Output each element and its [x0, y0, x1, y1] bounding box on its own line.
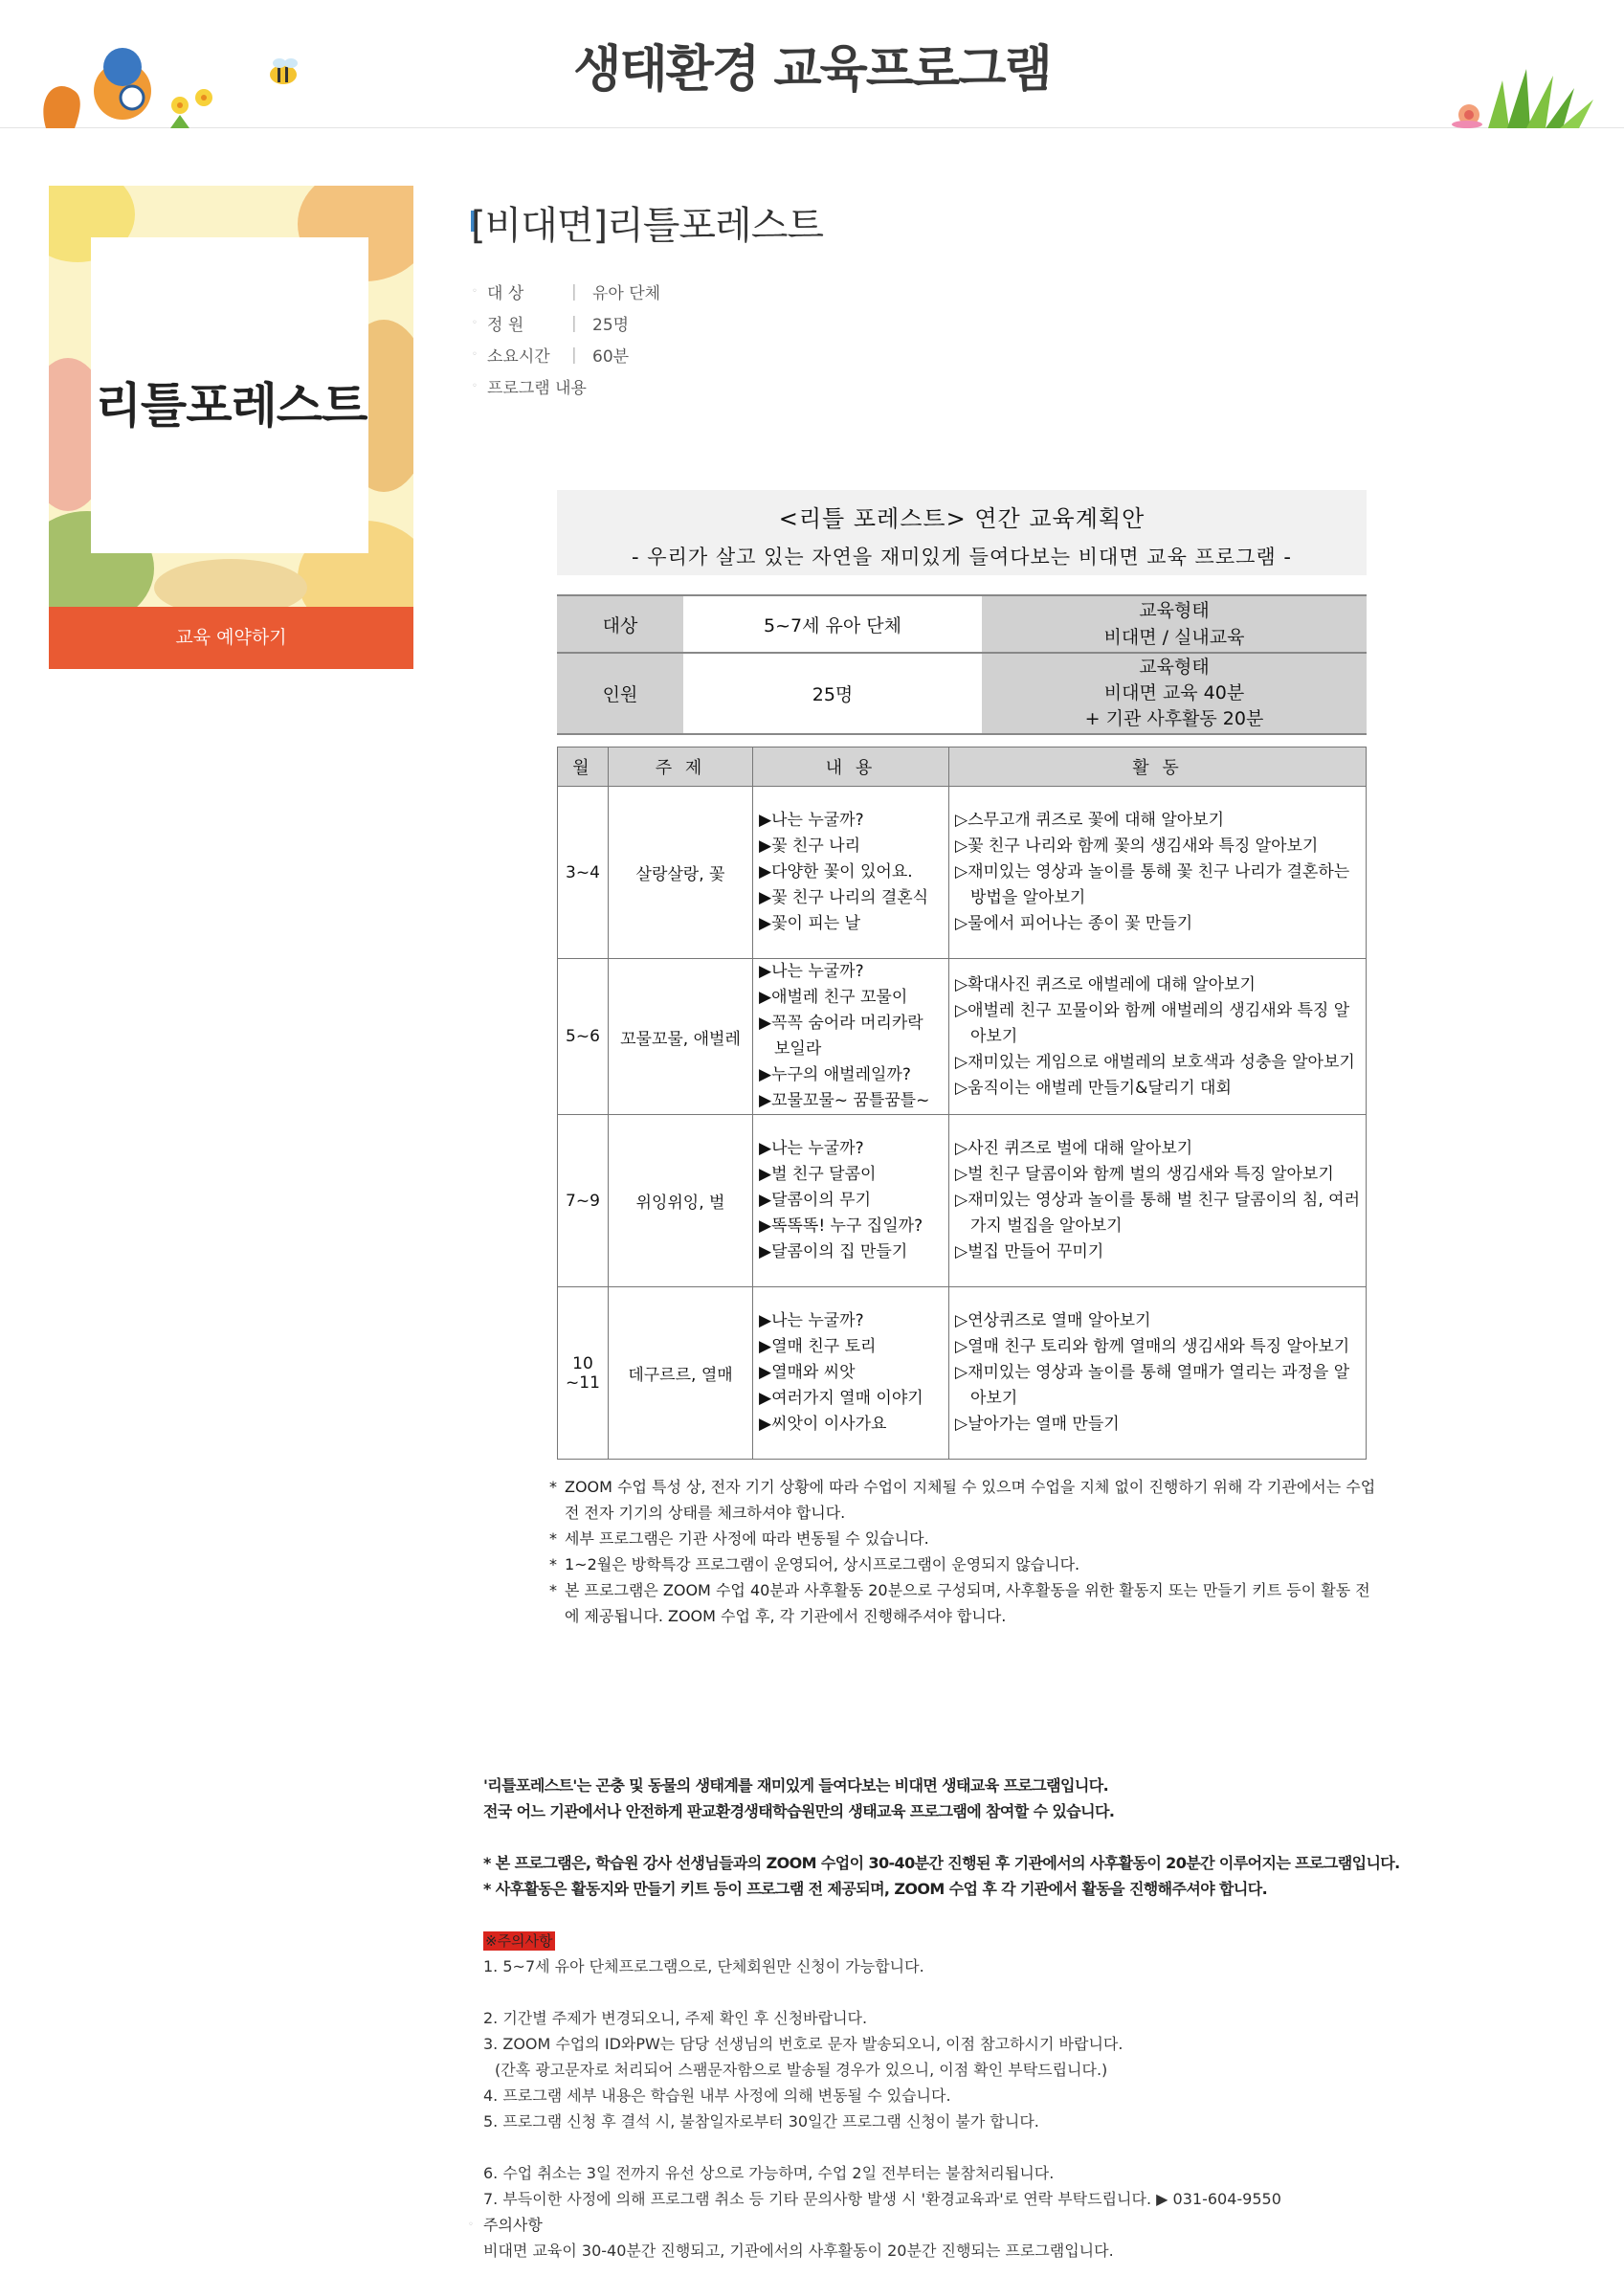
thumbnail-title: 리틀포레스트	[95, 378, 367, 434]
plan-notes	[549, 1474, 1378, 1629]
summary-row	[557, 595, 1367, 653]
theme-cell: 꼬물꼬물, 애벌레	[609, 959, 753, 1115]
description-intro: 전국 어느 기관에서나 안전하게 판교환경생태학습원만의 생태교육 프로그램에 참여할 수 있습니다.	[483, 1802, 1115, 1820]
summary-row	[557, 653, 1367, 734]
page-title: 생태환경 교육프로그램	[573, 41, 1051, 99]
description-intro: '리틀포레스트'는 곤충 및 동물의 생태계를 재미있게 들여다보는 비대면 생태교육 프로그램입니다.	[483, 1776, 1109, 1795]
column-header: 활 동	[949, 748, 1367, 787]
info-row-capacity: ◦ 정 원 | 25명	[472, 313, 630, 335]
plan-title: <리틀 포레스트> 연간 교육계획안	[778, 505, 1146, 532]
caution-item: 3. ZOOM 수업의 ID와PW는 담당 선생님의 번호로 문자 발송되오니, 이점 참고하시기 바랍니다.	[483, 2035, 1123, 2053]
grass-snail-illustration	[1450, 61, 1608, 128]
info-row-duration: ◦ 소요시간 | 60분	[472, 345, 630, 367]
bullet-dot-icon: ◦	[472, 318, 478, 328]
plan-subtitle: - 우리가 살고 있는 자연을 재미있게 들여다보는 비대면 교육 프로그램 -	[632, 546, 1292, 569]
caution-item: 2. 기간별 주제가 변경되오니, 주제 확인 후 신청바랍니다.	[483, 2009, 868, 2027]
note-item: * ZOOM 수업 특성 상, 전자 기기 상황에 따라 수업이 지체될 수 있으며 수업을 지체 없이 진행하기 위해 각 기관에서는 수업 전 전자 기기의 상태를 체크하셔야 합니다.	[549, 1478, 1376, 1522]
description-note: * 사후활동은 활동지와 만들기 키트 등이 프로그램 전 제공되며, ZOOM 수업 후 각 기관에서 활동을 진행해주셔야 합니다.	[483, 1880, 1268, 1898]
activity-cell: ▷확대사진 퀴즈로 애벌레에 대해 알아보기 ▷애벌레 친구 꼬물이와 함께 애벌레의 생김새와 특징 알 아보기 ▷재미있는 게임으로 애벌레의 보호색과 성충을 알아보기 ▷움직이는 애벌레 만들기&달리기 대회	[949, 959, 1367, 1115]
note-item: * 세부 프로그램은 기관 사정에 따라 변동될 수 있습니다.	[549, 1529, 929, 1548]
summary-form-cell: 교육형태 비대면 / 실내교육	[982, 595, 1367, 653]
content-cell: ▶나는 누굴까? ▶애벌레 친구 꼬물이 ▶꼭꼭 숨어라 머리카락 보일라 ▶누구의 애벌레일까? ▶꼬물꼬물~ 꿈틀꿈틀~	[753, 959, 949, 1115]
bullet-dot-icon: ◦	[472, 381, 478, 391]
program-info-list	[472, 276, 660, 402]
theme-cell: 위잉위잉, 벌	[609, 1115, 753, 1287]
content-cell: ▶나는 누굴까? ▶벌 친구 달콤이 ▶달콤이의 무기 ▶똑똑똑! 누구 집일까? ▶달콤이의 집 만들기	[753, 1115, 949, 1287]
table-row	[558, 1287, 1367, 1460]
month-cell: 5~6	[558, 959, 609, 1115]
caution-item: 6. 수업 취소는 3일 전까지 유선 상으로 가능하며, 수업 2일 전부터는 불참처리됩니다.	[483, 2164, 1055, 2182]
footer-text: 비대면 교육이 30-40분간 진행되고, 기관에서의 사후활동이 20분간 진행되는 프로그램입니다.	[483, 2242, 1114, 2260]
theme-cell: 데구르르, 열매	[609, 1287, 753, 1460]
description-note: * 본 프로그램은, 학습원 강사 선생님들과의 ZOOM 수업이 30-40분간 진행된 후 기관에서의 사후활동이 20분간 이루어지는 프로그램입니다.	[483, 1854, 1400, 1872]
plan-summary-table	[557, 594, 1367, 735]
note-item: * 본 프로그램은 ZOOM 수업 40분과 사후활동 20분으로 구성되며, 사후활동을 위한 활동지 또는 만들기 키트 등이 활동 전에 제공됩니다. ZOOM 수업 후, 각 기관에서 진행해주셔야 합니다.	[549, 1581, 1370, 1625]
schedule-table	[557, 747, 1367, 1460]
activity-cell: ▷사진 퀴즈로 벌에 대해 알아보기 ▷벌 친구 달콤이와 함께 벌의 생김새와 특징 알아보기 ▷재미있는 영상과 놀이를 통해 벌 친구 달콤이의 침, 여러 가지 벌집을 알아보기 ▷벌집 만들어 꾸미기	[949, 1115, 1367, 1287]
program-title: [비대면]리틀포레스트	[471, 204, 823, 248]
bullet-dot-icon: ◦	[472, 286, 478, 297]
content-cell: ▶나는 누굴까? ▶열매 친구 토리 ▶열매와 씨앗 ▶여러가지 열매 이야기 ▶씨앗이 이사가요	[753, 1287, 949, 1460]
summary-label: 대상	[557, 595, 683, 653]
reserve-button[interactable]: 교육 예약하기	[49, 607, 413, 669]
theme-cell: 살랑살랑, 꽃	[609, 787, 753, 959]
column-header: 내 용	[753, 748, 949, 787]
bullet-dot-icon: ◦	[472, 349, 478, 360]
table-row	[558, 1115, 1367, 1287]
summary-form-cell: 교육형태 비대면 교육 40분 + 기관 사후활동 20분	[982, 653, 1367, 734]
program-thumbnail	[49, 186, 413, 607]
caution-tag: ※주의사항	[485, 1932, 553, 1950]
program-description	[468, 1773, 1555, 2264]
caution-item: (간혹 광고문자로 처리되어 스팸문자함으로 발송될 경우가 있으니, 이점 확인 부탁드립니다.)	[495, 2061, 1108, 2079]
page-header	[0, 0, 1624, 128]
note-item: * 1~2월은 방학특강 프로그램이 운영되어, 상시프로그램이 운영되지 않습니다.	[549, 1555, 1080, 1573]
column-header: 월	[558, 748, 609, 787]
info-row-target: ◦ 대 상 | 유아 단체	[472, 281, 661, 303]
caution-item: 5. 프로그램 신청 후 결석 시, 불참일자로부터 30일간 프로그램 신청이 불가 합니다.	[483, 2112, 1039, 2131]
activity-cell: ▷스무고개 퀴즈로 꽃에 대해 알아보기 ▷꽃 친구 나리와 함께 꽃의 생김새와 특징 알아보기 ▷재미있는 영상과 놀이를 통해 꽃 친구 나리가 결혼하는 방법을 알아보기 ▷물에서 피어나는 종이 꽃 만들기	[949, 787, 1367, 959]
activity-cell: ▷연상퀴즈로 열매 알아보기 ▷열매 친구 토리와 함께 열매의 생김새와 특징 알아보기 ▷재미있는 영상과 놀이를 통해 열매가 열리는 과정을 알 아보기 ▷날아가는 열매 만들기	[949, 1287, 1367, 1460]
info-row-content: ◦ 프로그램 내용	[472, 379, 587, 398]
caution-item: 1. 5~7세 유아 단체프로그램으로, 단체회원만 신청이 가능합니다.	[483, 1957, 924, 1975]
summary-value: 25명	[683, 653, 982, 734]
month-cell: 7~9	[558, 1115, 609, 1287]
annual-plan-card	[557, 490, 1367, 575]
table-row	[558, 959, 1367, 1115]
summary-label: 인원	[557, 653, 683, 734]
month-cell: 3~4	[558, 787, 609, 959]
column-header: 주 제	[609, 748, 753, 787]
caution-item: 4. 프로그램 세부 내용은 학습원 내부 사정에 의해 변동될 수 있습니다.	[483, 2086, 951, 2105]
plan-header	[557, 490, 1367, 575]
footer-heading: ◦ 주의사항	[483, 2212, 1555, 2238]
schedule-header-row	[558, 748, 1367, 787]
caution-item: 7. 부득이한 사정에 의해 프로그램 취소 등 기타 문의사항 발생 시 '환경교육과'로 연락 부탁드립니다. ▶ 031-604-9550	[483, 2190, 1281, 2208]
month-cell: 10 ~11	[558, 1287, 609, 1460]
table-row	[558, 787, 1367, 959]
summary-value: 5~7세 유아 단체	[683, 595, 982, 653]
bullet-dot-icon: ◦	[468, 2220, 474, 2230]
content-cell: ▶나는 누굴까? ▶꽃 친구 나리 ▶다양한 꽃이 있어요. ▶꽃 친구 나리의 결혼식 ▶꽃이 피는 날	[753, 787, 949, 959]
